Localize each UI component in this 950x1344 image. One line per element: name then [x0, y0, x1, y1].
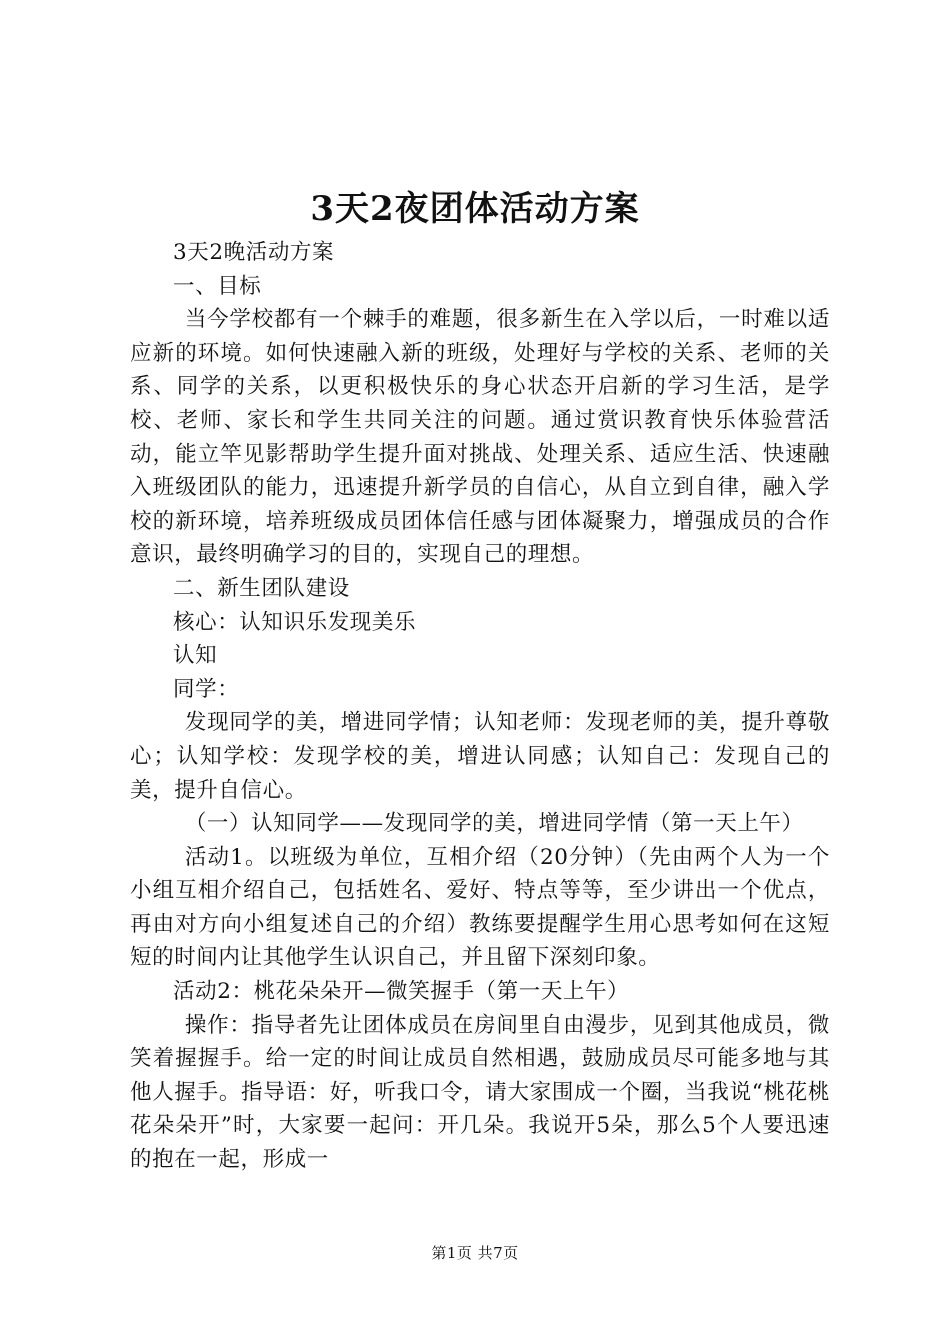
document-title: 3天2夜团体活动方案	[310, 189, 640, 229]
paragraph-core: 核心：认知识乐发现美乐	[173, 609, 417, 635]
subheading-activity-2: 活动2：桃花朵朵开—微笑握手（第一天上午）	[173, 979, 630, 1005]
paragraph-operation: 操作：指导者先让团体成员在房间里自由漫步，见到其他成员，微笑着握握手。给一定的时间让成员自然相遇，鼓励成员尽可能多地与其他人握手。指导语：好，听我口令，请大家围成一个圈，当我说“桃花桃花朵朵开”时，大家要一起问：开几朵。我说开5朵，那么5个人要迅速的抱在一起，形成一	[130, 1012, 830, 1173]
paragraph-classmates-label: 同学：	[173, 676, 240, 702]
paragraph-cognition: 认知	[173, 643, 218, 669]
page-footer: 第1页 共7页	[431, 1244, 519, 1262]
document-body	[130, 236, 830, 1177]
paragraph-activity-1: 活动1。以班级为单位，互相介绍（20分钟）（先由两个人为一个小组互相介绍自己，包括姓名、爱好、特点等等，至少讲出一个优点，再由对方向小组复述自己的介绍）教练要提醒学生用心思考如何在这短短的时间内让其他学生认识自己，并且留下深刻印象。	[130, 844, 830, 971]
paragraph-discover: 发现同学的美，增进同学情；认知老师：发现老师的美，提升尊敬心；认知学校：发现学校的美，增进认同感；认知自己：发现自己的美，提升自信心。	[130, 710, 830, 803]
paragraph-subtitle: 3天2晚活动方案	[173, 240, 335, 265]
paragraph-goal: 当今学校都有一个棘手的难题，很多新生在入学以后，一时难以适应新的环境。如何快速融入新的班级，处理好与学校的关系、老师的关系、同学的关系，以更积极快乐的身心状态开启新的学习生活，是学校、老师、家长和学生共同关注的问题。通过赏识教育快乐体验营活动，能立竿见影帮助学生提升面对挑战、处理关系、适应生活、快速融入班级团队的能力，迅速提升新学员的自信心，从自立到自律，融入学校的新环境，培养班级成员团体信任感与团体凝聚力，增强成员的合作意识，最终明确学习的目的，实现自己的理想。	[130, 307, 830, 568]
heading-goal: 一、目标	[173, 273, 262, 299]
heading-team-building: 二、新生团队建设	[173, 575, 350, 601]
subheading-know-classmates: （一）认知同学——发现同学的美，增进同学情（第一天上午）	[184, 811, 804, 837]
